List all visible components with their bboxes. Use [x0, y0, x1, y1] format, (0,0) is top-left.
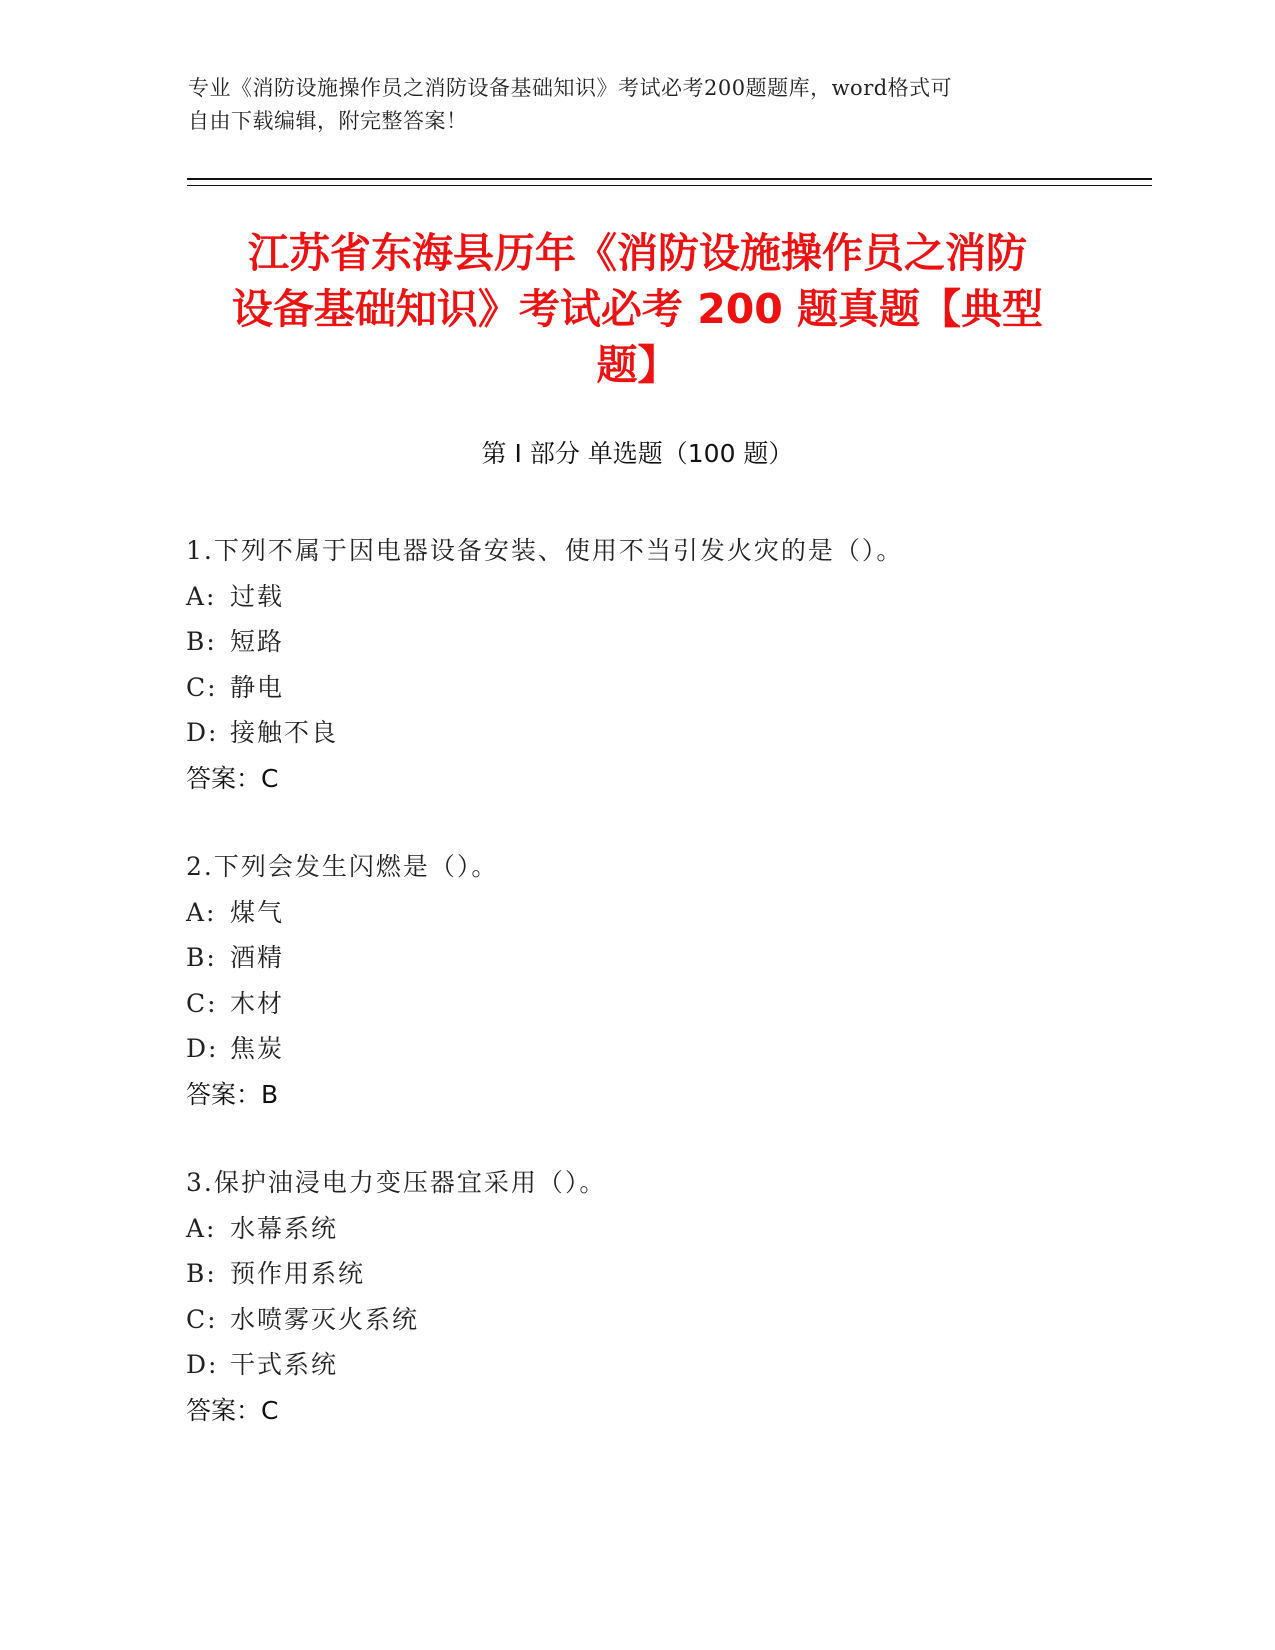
option-c	[186, 1297, 1136, 1343]
header-divider	[187, 178, 1152, 186]
document-title-line-2: 设备基础知识》考试必考 200 题真题【典型	[231, 285, 1044, 333]
option-key: A:	[186, 581, 217, 611]
answer-line: 答案：B	[186, 1079, 279, 1109]
option-c	[186, 665, 1136, 711]
option-b	[186, 1251, 1136, 1297]
option-key: A:	[186, 897, 217, 927]
option-text: 木材	[230, 988, 285, 1018]
header-note-line-2: 自由下载编辑，附完整答案！	[188, 109, 468, 133]
option-text: 短路	[230, 627, 285, 656]
option-d	[186, 1026, 1136, 1072]
option-key: D:	[186, 1350, 219, 1379]
section-heading: 第 I 部分 单选题（100 题）	[481, 439, 794, 468]
option-text: 过载	[230, 581, 285, 611]
answer-line: 答案：C	[186, 763, 279, 793]
option-text: 干式系统	[230, 1350, 339, 1379]
question-stem: 3.保护油浸电力变压器宜采用（）。	[186, 1168, 607, 1197]
option-key: C:	[186, 988, 218, 1018]
option-key: D:	[186, 1034, 219, 1063]
question-item	[186, 844, 1136, 1117]
option-b	[186, 935, 1136, 981]
option-text: 水喷雾灭火系统	[230, 1304, 420, 1334]
option-a	[186, 890, 1136, 936]
header-note-line-1: 专业《消防设施操作员之消防设备基础知识》考试必考200题题库，word格式可	[188, 76, 953, 100]
question-list	[186, 528, 1136, 1476]
option-key: A:	[186, 1213, 217, 1243]
option-key: B:	[186, 943, 217, 972]
option-a	[186, 1206, 1136, 1252]
option-key: C:	[186, 672, 218, 702]
document-title	[150, 225, 1125, 393]
option-text: 焦炭	[230, 1034, 285, 1063]
option-d	[186, 1342, 1136, 1388]
question-stem: 1.下列不属于因电器设备安装、使用不当引发火灾的是（）。	[186, 536, 904, 565]
question-stem: 2.下列会发生闪燃是（）。	[186, 852, 499, 881]
option-text: 酒精	[230, 943, 285, 972]
option-text: 接触不良	[230, 718, 339, 747]
option-d	[186, 710, 1136, 756]
answer-line: 答案：C	[186, 1395, 279, 1425]
option-a	[186, 574, 1136, 620]
option-text: 煤气	[230, 897, 285, 927]
document-title-line-3: 题】	[596, 341, 679, 389]
option-key: B:	[186, 627, 217, 656]
option-text: 静电	[230, 672, 285, 702]
option-text: 水幕系统	[230, 1213, 339, 1243]
option-key: B:	[186, 1259, 217, 1288]
question-item	[186, 1160, 1136, 1433]
question-item	[186, 528, 1136, 801]
document-title-line-1: 江苏省东海县历年《消防设施操作员之消防	[248, 229, 1027, 277]
option-b	[186, 619, 1136, 665]
option-text: 预作用系统	[230, 1259, 366, 1288]
header-note	[188, 72, 1068, 138]
option-key: C:	[186, 1304, 218, 1334]
option-key: D:	[186, 718, 219, 747]
option-c	[186, 981, 1136, 1027]
